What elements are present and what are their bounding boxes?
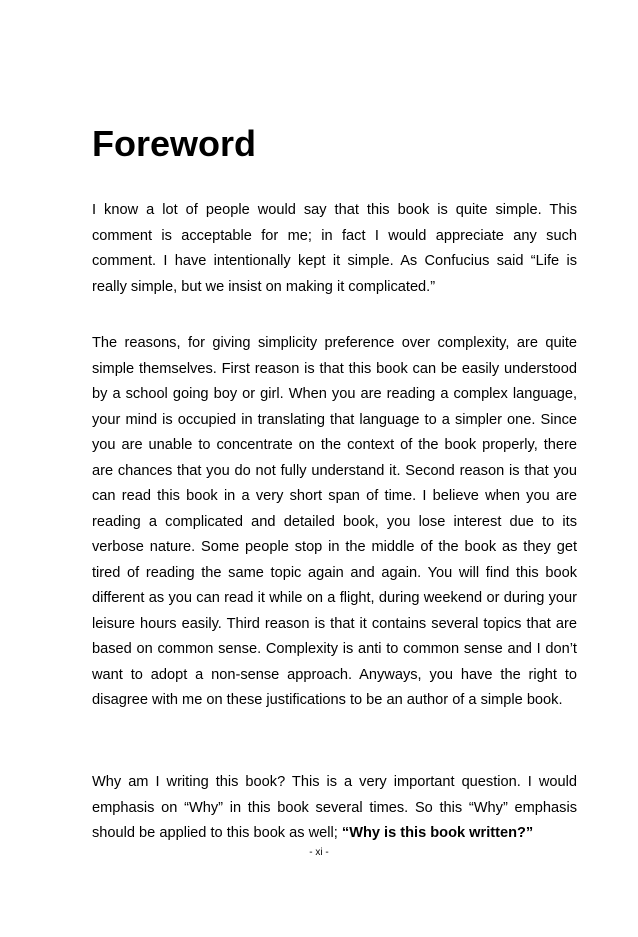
paragraph-3-text: Why am I writing this book? This is a very important question. I would emphasis on “Why” in this book several times. So this “Why” emphasis should be applied to this book as well; xyxy=(92,774,577,841)
paragraph-3 xyxy=(92,770,577,847)
page-title: Foreword xyxy=(92,123,257,164)
paragraph-2: The reasons, for giving simplicity preference over complexity, are quite simple themselves. First reason is that this book can be easily understood by a school going boy or girl. When you are reading a complex language, your mind is occupied in translating that language to a simpler one. Since you are unable to concentrate on the context of the book properly, there are chances that you do not fully understand it. Second reason is that you can read this book in a very short span of time. I believe when you are reading a complicated and detailed book, you lose interest due to its verbose nature. Some people stop in the middle of the book as they get tired of reading the same topic again and again. You will find this book different as you can read it while on a flight, during weekend or during your leisure hours easily. Third reason is that it contains several topics that are based on common sense. Complexity is anti to common sense and I don’t want to adopt a non-sense approach. Anyways, you have the right to disagree with me on these justifications to be an author of a simple book. xyxy=(92,335,577,708)
paragraph-3-bold-question: “Why is this book written?” xyxy=(341,825,534,841)
page-number: - xi - xyxy=(309,847,329,858)
paragraph-1: I know a lot of people would say that this book is quite simple. This comment is acceptable for me; in fact I would appreciate any such comment. I have intentionally kept it simple. As Confucius said “Life is really simple, but we insist on making it complicated.” xyxy=(92,202,577,295)
